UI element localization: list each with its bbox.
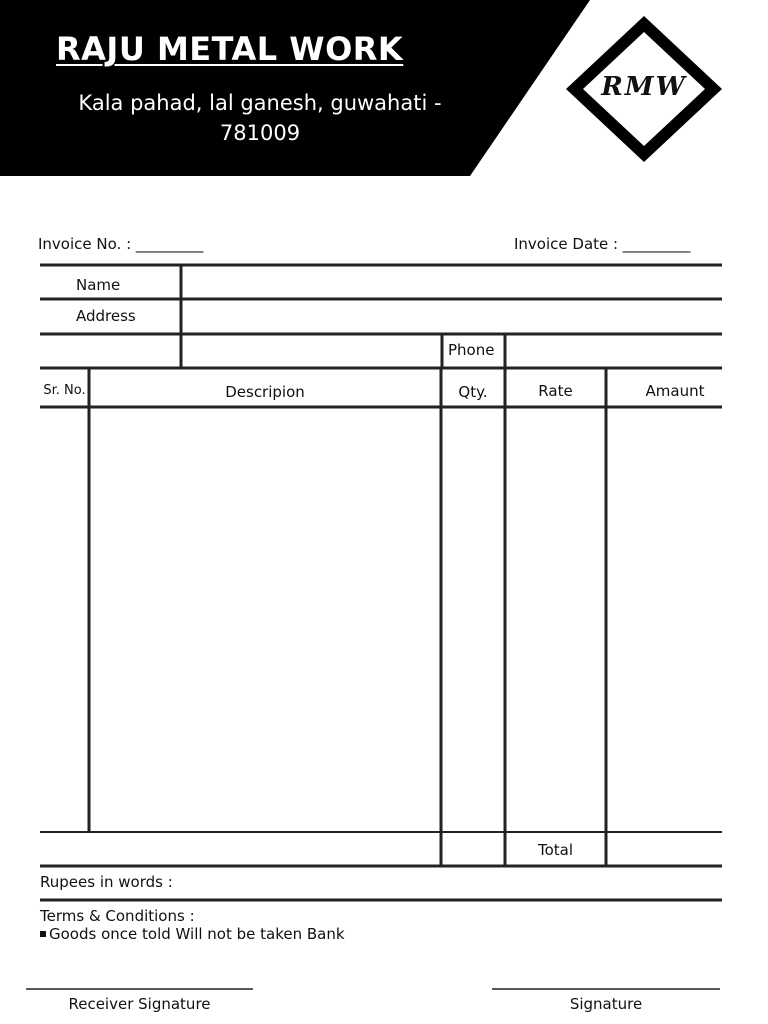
receiver-signature-label: Receiver Signature	[68, 995, 211, 1013]
name-label: Name	[76, 276, 121, 294]
col-header-rate: Rate	[538, 382, 573, 400]
address-label: Address	[76, 307, 136, 325]
col-header-qty: Qty.	[458, 383, 488, 401]
terms-item	[40, 925, 345, 943]
address-line-1: Kala pahad, lal ganesh, guwahati -	[78, 91, 442, 115]
invoice-no-label: Invoice No. : _________	[38, 235, 204, 253]
col-header-description: Descripion	[225, 383, 305, 401]
col-header-sr-no: Sr. No.	[43, 383, 86, 398]
phone-label: Phone	[448, 341, 495, 359]
company-name: RAJU METAL WORK	[56, 30, 404, 68]
signature-label: Signature	[569, 995, 643, 1013]
rupees-in-words-label: Rupees in words :	[40, 873, 173, 891]
col-header-amount: Amaunt	[645, 382, 705, 400]
total-label: Total	[537, 841, 574, 859]
logo-text: RMW	[601, 72, 687, 102]
terms-item-text: Goods once told Will not be taken Bank	[49, 925, 345, 943]
bullet-icon	[40, 931, 46, 937]
invoice-date-label: Invoice Date : _________	[514, 235, 691, 253]
address-line-2: 781009	[219, 121, 301, 145]
terms-title: Terms & Conditions :	[40, 907, 195, 925]
